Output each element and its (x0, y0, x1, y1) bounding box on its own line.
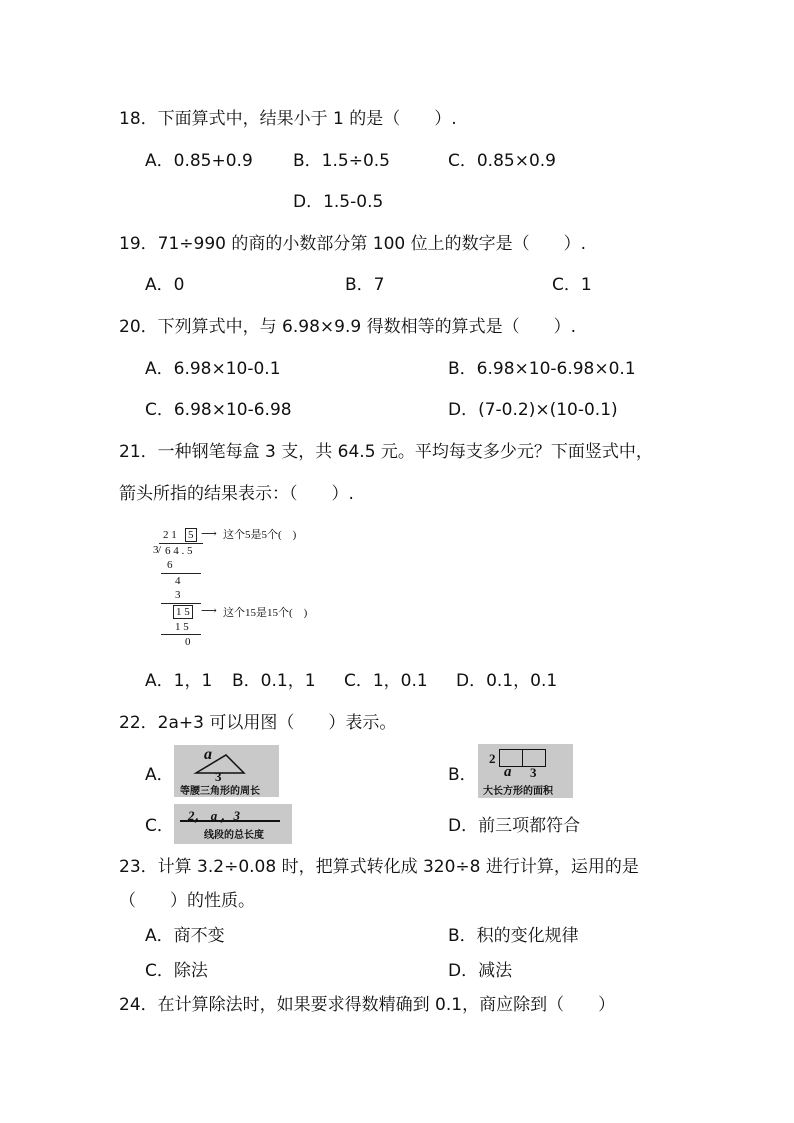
step-1: 6 (167, 559, 173, 571)
remainder: 0 (185, 636, 191, 648)
q23-option-a: A．商不变 (145, 926, 225, 946)
q18-option-a: A．0.85+0.9 (145, 151, 253, 171)
q20-stem: 20．下列算式中，与 6.98×9.9 得数相等的算式是（ ）. (119, 317, 576, 337)
rect-var-label: a (504, 764, 512, 780)
segments-caption: 线段的总长度 (204, 830, 264, 841)
q20-option-b: B．6.98×10-6.98×0.1 (448, 359, 636, 379)
step-2: 4 (175, 575, 181, 587)
division-bracket: / (158, 544, 162, 556)
q21-option-d: D．0.1，0.1 (456, 671, 558, 691)
quotient-digits: 2 1 (163, 529, 177, 541)
q22-option-d: D．前三项都符合 (448, 816, 581, 836)
arrow-icon: ⟶ (201, 605, 217, 617)
q19-option-c: C．1 (552, 275, 592, 295)
rect-num-label: 3 (530, 765, 537, 780)
boxed-15: 1 5 (173, 605, 193, 619)
q18-option-c: C．0.85×0.9 (448, 151, 557, 171)
long-division-figure (145, 524, 335, 652)
q21-option-b: B．0.1，1 (232, 671, 316, 691)
q23-option-c: C．除法 (145, 961, 208, 981)
triangle-var-label: a (204, 746, 212, 763)
q23-stem-line2: （ ）的性质。 (119, 891, 255, 911)
q23-option-b: B．积的变化规律 (448, 926, 579, 946)
q22-option-a: A． (145, 765, 174, 785)
q18-option-d: D．1.5-0.5 (293, 192, 384, 212)
rect-height-label: 2 (489, 751, 496, 766)
note-bottom: 这个15是15个( ) (223, 607, 308, 619)
q22-stem: 22．2a+3 可以用图（ ）表示。 (119, 713, 397, 733)
boxed-digit-top: 5 (185, 528, 197, 542)
step-3: 3 (175, 589, 181, 601)
q24-stem: 24．在计算除法时，如果要求得数精确到 0.1，商应除到（ ） (119, 995, 616, 1015)
rule-3 (161, 634, 201, 635)
dividend: 6 4 . 5 (165, 545, 193, 557)
q19-stem: 19．71÷990 的商的小数部分第 100 位上的数字是（ ）. (119, 234, 587, 254)
q21-stem-line2: 箭头所指的结果表示：（ ）. (119, 484, 354, 504)
triangle-caption: 等腰三角形的周长 (180, 786, 260, 797)
division-bar (159, 543, 203, 544)
q23-option-d: D．减法 (448, 961, 513, 981)
rule-1 (161, 573, 201, 574)
q22-option-b: B． (448, 765, 477, 785)
q21-stem-line1: 21．一种钢笔每盒 3 支，共 64.5 元。平均每支多少元？下面竖式中， (119, 442, 653, 462)
q22-option-c: C． (145, 816, 174, 836)
q19-option-a: A．0 (145, 275, 185, 295)
q23-stem-line1: 23．计算 3.2÷0.08 时，把算式转化成 320÷8 进行计算，运用的是 (119, 857, 639, 877)
q21-option-a: A．1，1 (145, 671, 213, 691)
q20-option-c: C．6.98×10-6.98 (145, 400, 292, 420)
q20-option-d: D．(7-0.2)×(10-0.1) (448, 400, 618, 420)
rect-caption: 大长方形的面积 (483, 786, 553, 797)
rule-2 (161, 603, 201, 604)
divisor: 3 (153, 544, 159, 556)
q20-option-a: A．6.98×10-0.1 (145, 359, 281, 379)
q19-option-b: B．7 (345, 275, 385, 295)
note-top: 这个5是5个( ) (223, 529, 297, 541)
q18-stem: 18．下面算式中，结果小于 1 的是（ ）. (119, 109, 457, 129)
figure-triangle (174, 745, 279, 797)
figure-segments (174, 804, 292, 844)
q21-option-c: C．1，0.1 (344, 671, 428, 691)
triangle-base-label: 3 (215, 769, 222, 784)
segments-label: 2， a ，3 (188, 808, 241, 823)
step-5: 1 5 (175, 621, 189, 633)
q18-option-b: B．1.5÷0.5 (293, 151, 390, 171)
arrow-icon: ⟶ (201, 528, 217, 540)
segment-line (180, 820, 280, 822)
figure-rectangles (478, 744, 573, 798)
